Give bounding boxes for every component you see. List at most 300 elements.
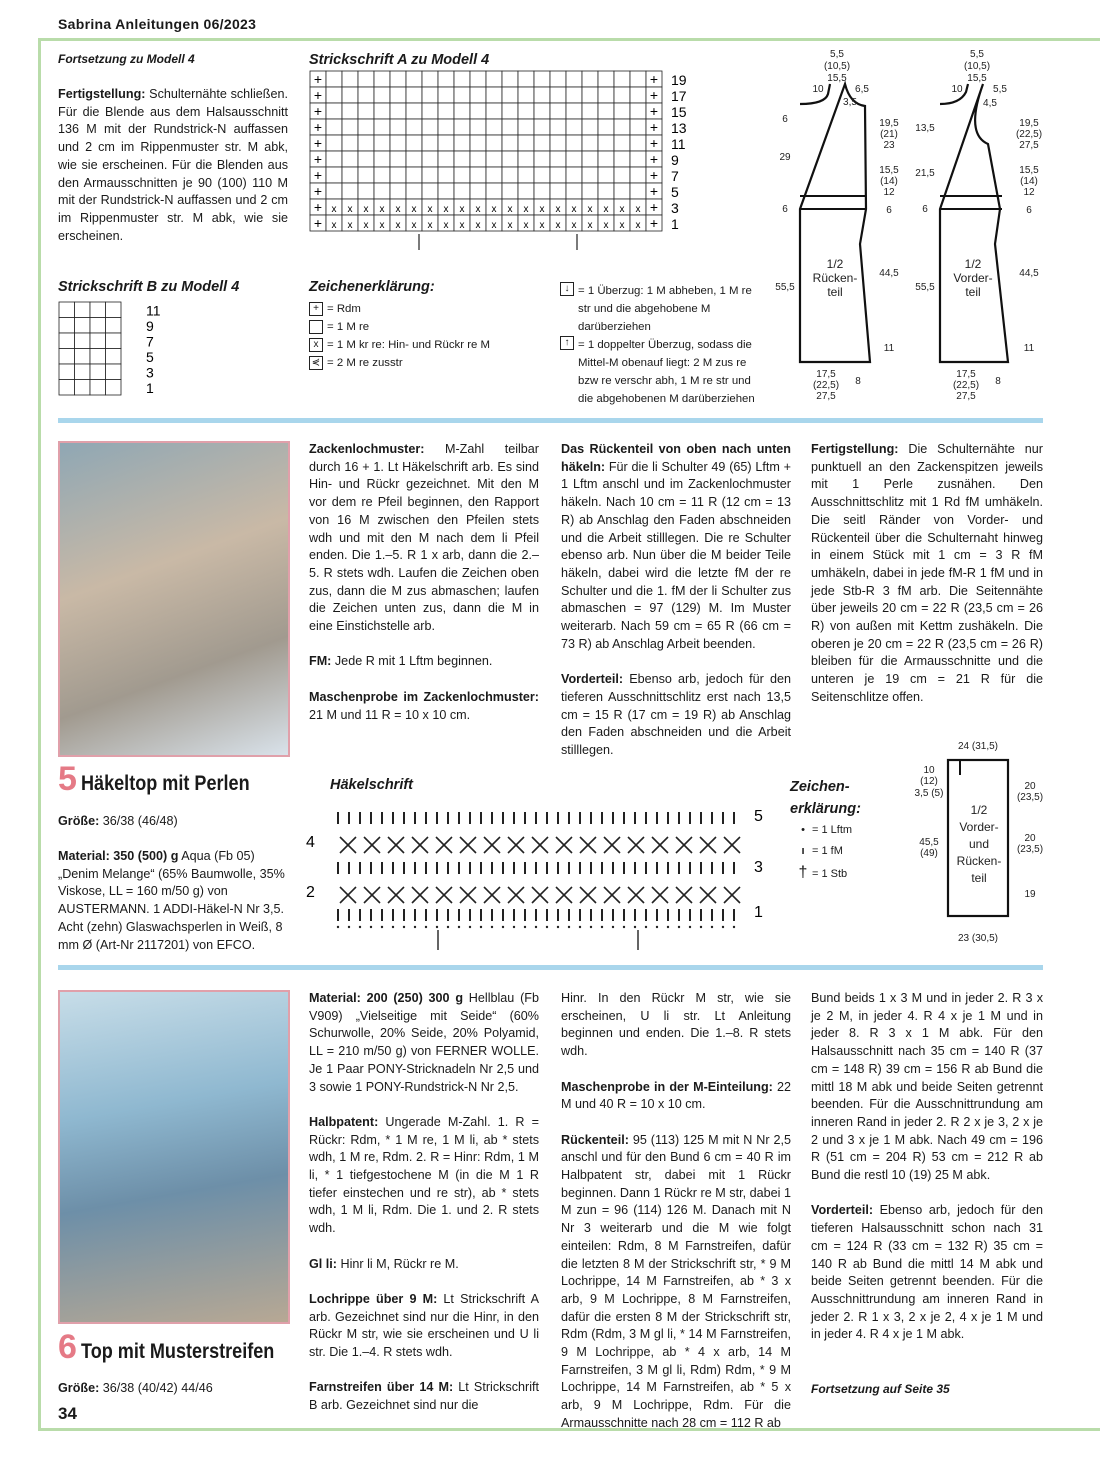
chart-symbol: x (587, 220, 593, 231)
chain-mark (370, 926, 372, 928)
chain-mark (645, 926, 647, 928)
chart-cell (534, 119, 550, 135)
chart-cell (550, 167, 566, 183)
svg-text:(49): (49) (920, 848, 938, 859)
svg-text:6,5: 6,5 (855, 84, 869, 95)
svg-text:6: 6 (1026, 205, 1032, 216)
chart-symbol: x (587, 204, 593, 215)
svg-text:44,5: 44,5 (1019, 268, 1039, 279)
chart-cell (406, 87, 422, 103)
chart-symbol: x (555, 220, 561, 231)
chart-cell (390, 167, 406, 183)
svg-text:(10,5): (10,5) (823, 61, 851, 72)
chain-mark (535, 926, 537, 928)
chart-symbol: x (347, 204, 353, 215)
chart-symbol: + (313, 151, 323, 167)
chart-cell (486, 167, 502, 183)
chart-symbol: + (649, 71, 659, 87)
chart-symbol: x (571, 220, 577, 231)
chart-row-number: 17 (671, 88, 687, 104)
svg-text:15,5: 15,5 (967, 73, 987, 84)
chart-cell (582, 87, 598, 103)
chart-cell (59, 380, 75, 396)
model6-col1: Material: 200 (250) 300 g Hellblau (Fb V909) „Vielseitige mit Seide“ (60% Schurwolle, 20% Seide, 20% Polyamid, LL = 210 m/50 g) von FERNER WOLLE. Je 1 Paar PONY-Stricknadeln Nr 2,5 und 3 sowie 1 PONY-Rundstrick-N Nr 2,5. Halbpatent: Ungerade M-Zahl. 1. R = Rückr: Rdm, * 1 M re, 1 M li, ab * stets wdh, 1 M re, Rdm. 2. R = Hinr: Rdm, 1 M li, * 1 tiefgestochene M (in die M 1 R tiefer einstechen und re str), ab * stets wdh, 1 M li, Rdm. Die 1. und 2. R stets wdh. Gl li: Hinr li M, Rückr re M. Lochrippe über 9 M: Lt Strickschrift A arb. Gezeichnet sind nur die Hinr, in den Rückr M str, wie sie erscheinen und U li str. Die 1.–4. R stets wdh. Farnstreifen über 14 M: Lt Strickschrift B arb. Gezeichnet sind nur die (309, 991, 540, 1413)
chart-symbol: x (571, 204, 577, 215)
chain-mark (557, 926, 559, 928)
knitting-chart-a (309, 70, 709, 250)
chart-cell (90, 364, 106, 380)
chain-mark (480, 926, 482, 928)
chart-cell (326, 103, 342, 119)
svg-text:19: 19 (1024, 889, 1036, 900)
chart-cell (374, 135, 390, 151)
svg-text:(23,5): (23,5) (1016, 792, 1044, 803)
chart-cell (534, 135, 550, 151)
chain-mark (348, 926, 350, 928)
chart-cell (486, 183, 502, 199)
single-crochet-icon: ı (801, 845, 805, 857)
edge-stitch-icon: + (309, 302, 323, 316)
chart-symbol: x (347, 220, 353, 231)
chart-cell (390, 151, 406, 167)
chart-row-number: 7 (671, 168, 679, 184)
chart-symbol: x (523, 204, 529, 215)
svg-text:15,5: 15,5 (1019, 165, 1039, 176)
chart-cell (582, 119, 598, 135)
chart-cell (326, 71, 342, 87)
model6-heading: 6 Top mit Musterstreifen (58, 1328, 275, 1366)
chart-cell (454, 167, 470, 183)
double-crochet-icon: † (798, 864, 808, 881)
chart-cell (374, 167, 390, 183)
chart-symbol: x (475, 220, 481, 231)
chart-cell (422, 71, 438, 87)
chart-cell (614, 119, 630, 135)
svg-text:1/2: 1/2 (970, 803, 988, 817)
svg-text:17,5: 17,5 (956, 369, 976, 380)
svg-text:20: 20 (1024, 781, 1036, 792)
svg-text:24 (31,5): 24 (31,5) (957, 741, 999, 752)
chart-cell (390, 135, 406, 151)
continuation-note: Fortsetzung zu Modell 4 (58, 52, 195, 66)
chain-mark (502, 926, 504, 928)
chart-cell (566, 103, 582, 119)
continuation-next: Fortsetzung auf Seite 35 (811, 1382, 950, 1396)
chart-row-number: 1 (671, 216, 679, 232)
chart-cell (342, 103, 358, 119)
chart-cell (422, 135, 438, 151)
chart-cell (614, 103, 630, 119)
chart-cell (518, 135, 534, 151)
chart-cell (566, 151, 582, 167)
chart-cell (59, 333, 75, 349)
chart-cell (90, 349, 106, 365)
chart-symbol: + (313, 135, 323, 151)
chart-cell (566, 119, 582, 135)
chart-symbol: + (313, 167, 323, 183)
chart-cell (614, 183, 630, 199)
chain-mark (458, 926, 460, 928)
chart-row-number: 15 (671, 104, 687, 120)
chart-cell (358, 71, 374, 87)
chart-symbol: x (363, 220, 369, 231)
chart-cell (454, 183, 470, 199)
svg-text:27,5: 27,5 (956, 391, 976, 402)
chart-symbol: + (313, 183, 323, 199)
chart-cell (106, 380, 122, 396)
chart-symbol: x (635, 220, 641, 231)
chart-cell (630, 71, 646, 87)
chart-cell (75, 333, 91, 349)
chain-mark (678, 926, 680, 928)
chart-cell (106, 333, 122, 349)
svg-text:5,5: 5,5 (970, 49, 984, 60)
chart-cell (502, 167, 518, 183)
svg-text:teil: teil (965, 285, 981, 299)
chain-mark (447, 926, 449, 928)
chart-cell (390, 71, 406, 87)
chart-cell (406, 167, 422, 183)
chart-symbol: + (649, 135, 659, 151)
svg-text:6: 6 (782, 114, 788, 125)
chart-row-number: 7 (146, 333, 154, 350)
chain-mark (381, 926, 383, 928)
chart-symbol: x (379, 220, 385, 231)
chart-cell (90, 333, 106, 349)
chart-symbol: + (649, 199, 659, 215)
chain-mark (469, 926, 471, 928)
chain-mark (733, 926, 735, 928)
chart-symbol: + (649, 103, 659, 119)
chart-cell (422, 103, 438, 119)
chart-cell (59, 302, 75, 318)
chart-cell (326, 151, 342, 167)
chart-cell (470, 71, 486, 87)
chart-cell (406, 71, 422, 87)
svg-text:(14): (14) (1020, 176, 1038, 187)
chart-cell (358, 167, 374, 183)
chart-symbol: x (443, 220, 449, 231)
chart-cell (438, 151, 454, 167)
svg-text:20: 20 (1024, 833, 1036, 844)
svg-text:23 (30,5): 23 (30,5) (957, 933, 999, 944)
model5-col1: Zackenlochmuster: M-Zahl teilbar durch 16 + 1. Lt Häkelschrift arb. Es sind Hin- und Rückr gezeichnet. Mit den M vor dem re Pfeil beginnen, den Rapport von 16 M zwischen den Pfeilen stets wdh und mit den M nach dem li Pfeil enden. Die 1.–5. R 1 x arb, dann die 2.–5. R stets wdh. Laufen die Zeichen oben zus, dann die M zus abmaschen; laufen die Zeichen unten zus, dann die M in eine Einstichstelle arb. FM: Jede R mit 1 Lftm beginnen. Maschenprobe im Zackenlochmuster: 21 M und 11 R = 10 x 10 cm. (309, 442, 539, 722)
chart-cell (390, 87, 406, 103)
svg-text:1/2: 1/2 (964, 257, 982, 271)
chart-symbol: x (555, 204, 561, 215)
model6-size: Größe: 36/38 (40/42) 44/46 (58, 1381, 213, 1395)
svg-text:10: 10 (923, 765, 935, 776)
model5-col2: Das Rückenteil von oben nach unten häkeln: Für die li Schulter 49 (65) Lftm + 1 Lftm anschl und im Zackenlochmuster häkeln. Nach 10 cm = 11 R (12 cm = 13 R) ab Anschlag den Faden abschneiden und die Arbeit stilllegen. Die re Schulter ebenso arb. Nun über die M beider Teile häkeln, dabei wird die letzte fM der re Schulter und die 1. fM der li Schulter zus abmaschen = 97 (129) M. Im Muster weiterarb. Nach 59 cm = 65 R (66 cm = 73 R) ab Anschlag Arbeit beenden. Vorderteil: Ebenso arb, jedoch für den tieferen Ausschnittschlitz erst nach 13,5 cm = 15 R (17 cm = 19 R) ab Anschlag den Faden abschneiden und die Arbeit stilllegen. (561, 442, 791, 757)
chart-cell (75, 349, 91, 365)
chart-symbol: x (539, 204, 545, 215)
chart-cell (438, 87, 454, 103)
svg-text:4: 4 (306, 834, 315, 851)
page-frame-left (38, 38, 41, 1428)
chart-cell (342, 71, 358, 87)
chart-symbol: x (603, 204, 609, 215)
chart-cell (454, 135, 470, 151)
chart-cell (406, 119, 422, 135)
chart-cell (470, 103, 486, 119)
chain-mark (425, 926, 427, 928)
chart-symbol: x (411, 204, 417, 215)
chart-cell (630, 119, 646, 135)
svg-text:(12): (12) (920, 776, 938, 787)
chart-cell (438, 71, 454, 87)
chart-cell (454, 151, 470, 167)
chart-row-number: 3 (671, 200, 679, 216)
svg-text:27,5: 27,5 (816, 391, 836, 402)
chart-cell (502, 183, 518, 199)
chart-cell (390, 103, 406, 119)
fertigstellung-m4: Fertigstellung: Schulternähte schließen. Für die Blende aus dem Halsausschnitt 136 M mit der Rundstrick-N auffassen und 2 cm im Rippenmuster str. M abk, wie sie erscheinen. Für die Blenden aus den Armausschnitten je 90 (100) 110 M mit der Rundstrick-N auffassen und 2 cm im Rippenmuster str. M abk, wie sie erscheinen. (58, 87, 288, 243)
chart-cell (598, 167, 614, 183)
chart-cell (566, 71, 582, 87)
svg-text:55,5: 55,5 (775, 282, 795, 293)
chart-cell (342, 135, 358, 151)
chart-cell (438, 135, 454, 151)
chart-cell (326, 87, 342, 103)
chart-symbol: x (443, 204, 449, 215)
svg-text:12: 12 (1023, 187, 1035, 198)
chart-cell (598, 135, 614, 151)
chart-cell (470, 87, 486, 103)
chart-symbol: + (649, 183, 659, 199)
chart-cell (454, 87, 470, 103)
page-number: 34 (58, 1404, 77, 1423)
svg-text:19,5: 19,5 (879, 118, 899, 129)
model5-col3: Fertigstellung: Die Schulternähte nur punktuell an den Zackenspitzen jeweils mit 1 Perle zusnähen. Den Ausschnittschlitz mit 1 Rd fM umhäkeln. Die seitl Ränder von Vorder- und Rückenteil über die Schulternaht hinweg in einem Stück mit 1 cm = 3 R fM umhäkeln, dabei in jede fM-R 1 fM und in jede Stb-R 3 fM arb. Die Seitennähte über jeweils 20 cm = 22 R (23,5 cm = 26 R) von außen mit Kettm zushäkeln. Die oberen je 20 cm = 22 R (23,5 cm = 26 R) bleiben für die Armausschnitte und die unteren je 19 cm = 21 R für die Seitenschlitze offen. (811, 442, 1043, 704)
chart-cell (59, 349, 75, 365)
chart-cell (598, 183, 614, 199)
chart-cell (486, 119, 502, 135)
chart-cell (422, 151, 438, 167)
crochet-chart-title: Häkelschrift (330, 777, 414, 793)
chart-row-number: 9 (671, 152, 679, 168)
chart-row-number: 9 (146, 318, 154, 334)
svg-text:8: 8 (995, 376, 1001, 387)
chart-cell (470, 151, 486, 167)
chart-symbol: + (313, 119, 323, 135)
chart-cell (582, 135, 598, 151)
chart-cell (582, 71, 598, 87)
chart-symbol: + (313, 215, 323, 231)
svg-text:4,5: 4,5 (983, 98, 997, 109)
chart-symbol: x (411, 220, 417, 231)
chart-cell (342, 119, 358, 135)
model5-photo (58, 441, 290, 757)
chart-cell (614, 151, 630, 167)
chart-cell (486, 87, 502, 103)
svg-text:44,5: 44,5 (879, 268, 899, 279)
chain-mark (656, 926, 658, 928)
decrease-icon: ↓ (560, 282, 574, 296)
svg-text:teil: teil (971, 871, 987, 885)
svg-text:5: 5 (754, 808, 763, 825)
crochet-legend-title: Zeichen- erklärung: (790, 779, 861, 817)
chart-cell (326, 119, 342, 135)
svg-text:5,5: 5,5 (830, 49, 844, 60)
chart-cell (470, 135, 486, 151)
chain-mark (711, 926, 713, 928)
svg-text:5,5: 5,5 (993, 84, 1007, 95)
chart-symbol: x (427, 204, 433, 215)
chart-cell (106, 318, 122, 334)
svg-text:45,5: 45,5 (919, 837, 939, 848)
chart-cell (374, 87, 390, 103)
chart-cell (454, 71, 470, 87)
legend-title: Zeichenerklärung: (309, 279, 435, 295)
svg-text:55,5: 55,5 (915, 282, 935, 293)
chart-cell (422, 87, 438, 103)
chain-mark (579, 926, 581, 928)
chart-symbol: x (475, 204, 481, 215)
chart-cell (550, 87, 566, 103)
svg-text:3,5: 3,5 (843, 97, 857, 108)
chart-cell (390, 119, 406, 135)
chart-cell (582, 103, 598, 119)
chart-cell (342, 167, 358, 183)
chart-cell (106, 302, 122, 318)
svg-text:12: 12 (883, 187, 895, 198)
svg-text:15,5: 15,5 (827, 73, 847, 84)
chart-cell (630, 183, 646, 199)
svg-text:13,5: 13,5 (915, 123, 935, 134)
chart-cell (630, 167, 646, 183)
chart-symbol: x (331, 220, 337, 231)
chart-cell (566, 167, 582, 183)
chart-symbol: x (491, 220, 497, 231)
chain-mark (634, 926, 636, 928)
chart-cell (90, 302, 106, 318)
chart-cell (75, 380, 91, 396)
chart-cell (358, 135, 374, 151)
section-divider-2 (58, 965, 1043, 970)
chart-cell (59, 364, 75, 380)
chart-cell (598, 151, 614, 167)
chart-cell (598, 119, 614, 135)
chart-cell (486, 151, 502, 167)
svg-text:Rücken-: Rücken- (812, 271, 858, 285)
chart-cell (374, 151, 390, 167)
chart-row-number: 1 (146, 380, 154, 396)
chart-cell (518, 71, 534, 87)
chain-mark (414, 926, 416, 928)
svg-text:(10,5): (10,5) (963, 61, 991, 72)
chart-cell (358, 119, 374, 135)
chart-cell (470, 167, 486, 183)
chart-cell (374, 103, 390, 119)
svg-text:und: und (968, 837, 990, 851)
chart-cell (518, 103, 534, 119)
svg-text:6: 6 (886, 205, 892, 216)
chart-cell (582, 183, 598, 199)
svg-text:(14): (14) (880, 176, 898, 187)
chart-symbol: x (395, 220, 401, 231)
chart-cell (518, 167, 534, 183)
chart-cell (534, 87, 550, 103)
chart-cell (422, 183, 438, 199)
chart-cell (502, 119, 518, 135)
twisted-knit-icon: x (309, 338, 323, 352)
chart-cell (582, 151, 598, 167)
chart-symbol: x (363, 204, 369, 215)
chart-cell (75, 364, 91, 380)
chain-mark (601, 926, 603, 928)
chart-cell (342, 151, 358, 167)
chart-symbol: x (507, 204, 513, 215)
chart-b-title: Strickschrift B zu Modell 4 (58, 279, 240, 295)
chart-cell (342, 87, 358, 103)
chain-mark (392, 926, 394, 928)
chart-cell (630, 151, 646, 167)
chart-cell (406, 183, 422, 199)
chart-cell (454, 119, 470, 135)
chain-mark (546, 926, 548, 928)
chart-cell (438, 183, 454, 199)
chart-cell (438, 119, 454, 135)
chain-mark (722, 926, 724, 928)
chart-row-number: 11 (146, 302, 161, 319)
k2tog-icon: ⋞ (309, 356, 323, 370)
svg-text:19,5: 19,5 (1019, 118, 1039, 129)
chart-cell (486, 135, 502, 151)
model6-photo (58, 990, 290, 1324)
chart-cell (550, 71, 566, 87)
chart-cell (358, 151, 374, 167)
chart-cell (534, 183, 550, 199)
svg-text:6: 6 (782, 204, 788, 215)
chart-cell (582, 167, 598, 183)
chart-cell (374, 119, 390, 135)
chain-mark (700, 926, 702, 928)
knitting-chart-b (58, 301, 178, 397)
chart-cell (614, 87, 630, 103)
chart-symbol: + (313, 103, 323, 119)
model5-size: Größe: 36/38 (46/48) (58, 814, 178, 828)
chart-cell (502, 71, 518, 87)
chart-cell (502, 103, 518, 119)
chart-cell (358, 103, 374, 119)
chart-row-number: 3 (146, 364, 154, 381)
chart-cell (614, 71, 630, 87)
svg-text:15,5: 15,5 (879, 165, 899, 176)
chart-cell (518, 119, 534, 135)
chart-cell (614, 135, 630, 151)
chart-cell (454, 103, 470, 119)
chart-symbol: x (619, 220, 625, 231)
chain-mark (337, 926, 339, 928)
chain-mark (491, 926, 493, 928)
chart-cell (630, 135, 646, 151)
chart-cell (106, 349, 122, 365)
chart-symbol: x (395, 204, 401, 215)
chart-cell (550, 183, 566, 199)
chart-cell (470, 183, 486, 199)
svg-text:11: 11 (883, 343, 895, 354)
chain-mark (612, 926, 614, 928)
model5-material: Material: 350 (500) g Aqua (Fb 05) „Denim Melange“ (65% Baumwolle, 35% Viskose, LL = 160 m/50 g) von AUSTERMANN. 1 ADDI-Häkel-N Nr 3,5. Acht (zehn) Glaswachsperlen in Weiß, 8 mm Ø (Art-Nr 2117201) von EFCO. (58, 849, 285, 952)
chart-symbol: x (427, 220, 433, 231)
svg-text:3,5 (5): 3,5 (5) (914, 788, 944, 799)
chart-cell (502, 135, 518, 151)
chart-cell (566, 135, 582, 151)
chain-icon: • (801, 824, 805, 836)
chart-cell (486, 103, 502, 119)
svg-text:10: 10 (951, 84, 963, 95)
chart-symbol: x (539, 220, 545, 231)
